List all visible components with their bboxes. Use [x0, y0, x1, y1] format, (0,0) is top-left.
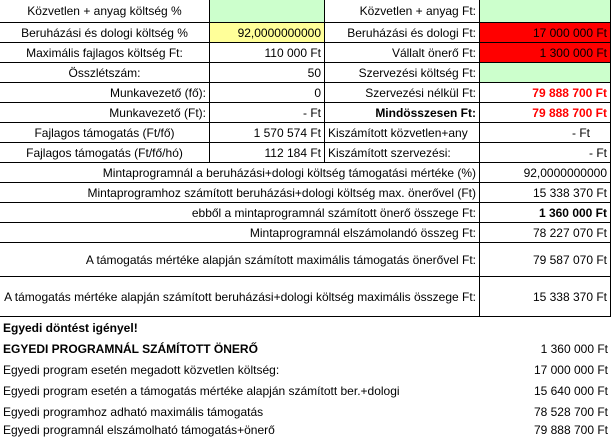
label-kiszamitott-kozvetlen: Kiszámított közvetlen+any: [325, 123, 480, 143]
input-beruhazasi-dologi-ft[interactable]: 17 000 000 Ft: [480, 23, 611, 43]
value-max-tamogatas-onerovel: 79 587 070 Ft: [480, 243, 611, 277]
label-beruhazasi-dologi-ft: Beruházási és dologi Ft:: [325, 23, 480, 43]
value-minta-elszamolando: 78 227 070 Ft: [480, 223, 611, 243]
label-kiszamitott-szervezesi: Kiszámított szervezési:: [325, 143, 480, 163]
note-tamogatas-onero-label: Egyedi programnál elszámolható támogatás+önerő: [3, 423, 275, 437]
label-munkavezeto-fo: Munkavezető (fő):: [0, 83, 210, 103]
value-minta-tamogatasi-mertek: 92,0000000000: [480, 163, 611, 183]
value-mindosszesen: 79 888 700 Ft: [480, 103, 611, 123]
label-fajlagos-tamogatas-fo: Fajlagos támogatás (Ft/fő): [0, 123, 210, 143]
note-egyedi-dontes: Egyedi döntést igényel!: [3, 321, 138, 335]
label-kozvetlen-anyag-ft: Közvetlen + anyag Ft:: [325, 0, 480, 23]
note-max-tamogatas-label: Egyedi programhoz adható maximális támogatás: [3, 405, 264, 419]
label-minta-elszamolando: Mintaprogramnál elszámolandó összeg Ft:: [0, 223, 480, 243]
label-max-tamogatas-onerovel: A támogatás mértéke alapján számított maximális támogatás önerővel Ft:: [0, 243, 480, 277]
value-szervezesi-nelkul: 79 888 700 Ft: [480, 83, 611, 103]
value-minta-onero: 1 360 000 Ft: [480, 203, 611, 223]
input-kozvetlen-anyag-ft[interactable]: [480, 0, 611, 23]
input-beruhazasi-dologi-pct[interactable]: 92,0000000000: [210, 23, 325, 43]
note-max-tamogatas-value: 78 528 700 Ft: [533, 405, 608, 419]
input-szervezesi-koltseg[interactable]: [480, 63, 611, 83]
label-beruhazasi-max-osszeg: A támogatás mértéke alapján számított beruházási+dologi költség maximális összege Ft:: [0, 277, 480, 317]
label-max-fajlagos-koltseg: Maximális fajlagos költség Ft:: [0, 43, 210, 63]
label-minta-tamogatasi-mertek: Mintaprogramnál a beruházási+dologi költség támogatási mértéke (%): [0, 163, 480, 183]
value-kiszamitott-szervezesi: - Ft: [480, 143, 611, 163]
label-kozvetlen-anyag-pct: Közvetlen + anyag költség %: [0, 0, 210, 23]
value-fajlagos-tamogatas-fo-ho: 112 184 Ft: [210, 143, 325, 163]
label-minta-beruhazasi-max: Mintaprogramhoz számított beruházási+dologi költség max. önerővel (Ft): [0, 183, 480, 203]
input-vallalt-onero[interactable]: 1 300 000 Ft: [480, 43, 611, 63]
label-vallalt-onero: Vállalt önerő Ft:: [325, 43, 480, 63]
note-kozvetlen-koltseg-value: 17 000 000 Ft: [533, 363, 608, 377]
label-minta-onero: ebből a mintaprogramnál számított önerő összege Ft:: [0, 203, 480, 223]
label-munkavezeto-ft: Munkavezető (Ft):: [0, 103, 210, 123]
value-osszletszam[interactable]: 50: [210, 63, 325, 83]
value-fajlagos-tamogatas-fo: 1 570 574 Ft: [210, 123, 325, 143]
value-munkavezeto-ft: - Ft: [210, 103, 325, 123]
label-szervezesi-koltseg: Szervezési költség Ft:: [325, 63, 480, 83]
value-kiszamitott-kozvetlen: - Ft: [480, 123, 611, 143]
value-munkavezeto-fo[interactable]: 0: [210, 83, 325, 103]
label-osszletszam: Összlétszám:: [0, 63, 210, 83]
note-kozvetlen-koltseg-label: Egyedi program esetén megadott közvetlen költség:: [3, 363, 280, 377]
note-tamogatas-onero-value: 79 888 700 Ft: [533, 423, 608, 437]
label-mindosszesen: Mindösszesen Ft:: [325, 103, 480, 123]
value-beruhazasi-max-osszeg: 15 338 370 Ft: [480, 277, 611, 317]
note-ber-dologi-label: Egyedi program esetén a támogatás mértéke alapján számított ber.+dologi: [3, 384, 400, 398]
label-fajlagos-tamogatas-fo-ho: Fajlagos támogatás (Ft/fő/hó): [0, 143, 210, 163]
note-egyedi-onero-value: 1 360 000 Ft: [540, 342, 608, 356]
value-minta-beruhazasi-max: 15 338 370 Ft: [480, 183, 611, 203]
note-egyedi-onero-label: EGYEDI PROGRAMNÁL SZÁMÍTOTT ÖNERŐ: [3, 342, 258, 356]
label-szervezesi-nelkul: Szervezési nélkül Ft:: [325, 83, 480, 103]
input-kozvetlen-anyag-pct[interactable]: [210, 0, 325, 23]
value-max-fajlagos-koltseg: 110 000 Ft: [210, 43, 325, 63]
note-ber-dologi-value: 15 640 000 Ft: [533, 384, 608, 398]
label-beruhazasi-dologi-pct: Beruházási és dologi költség %: [0, 23, 210, 43]
